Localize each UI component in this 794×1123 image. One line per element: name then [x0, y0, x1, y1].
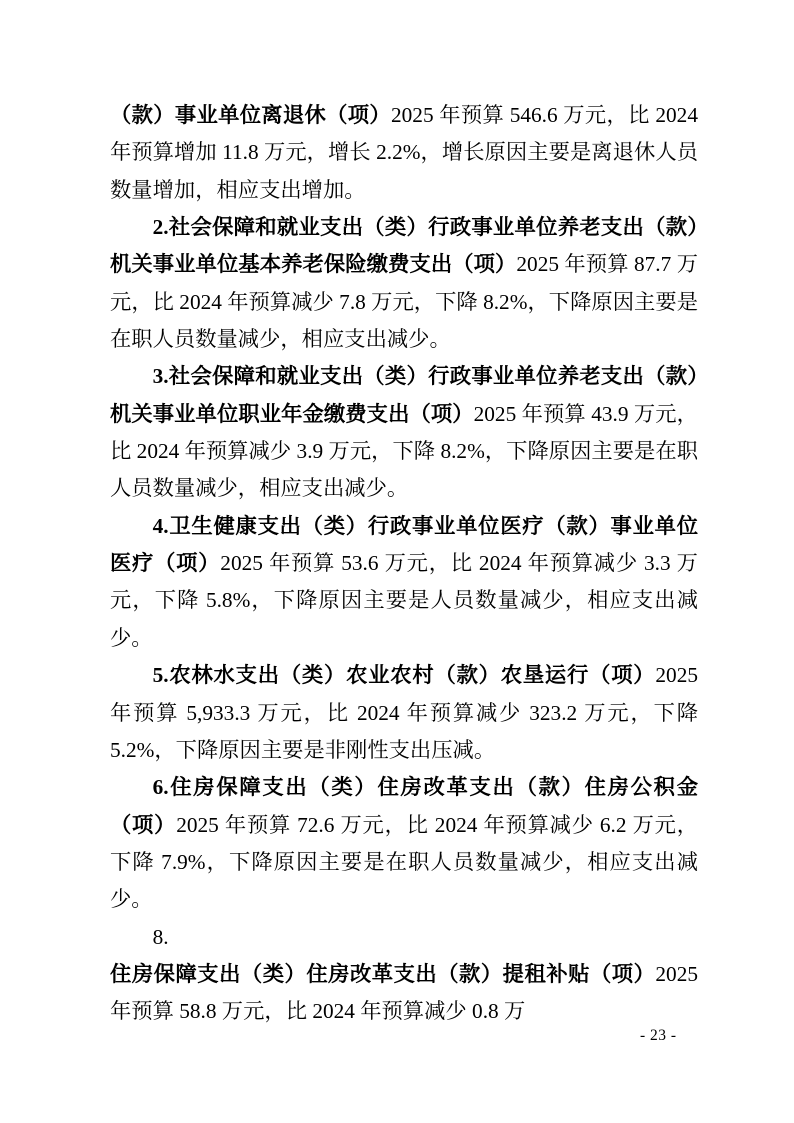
paragraph [110, 657, 698, 769]
budget-item-text: 2025 年预算 72.6 万元，比 2024 年预算减少 6.2 万元，下降 7.9%，下降原因主要是在职人员数量减少，相应支出减少。 [110, 812, 698, 912]
budget-item-heading: 6.住房保障支出（类）住房改革支出（款）住房公积金（项） [110, 775, 698, 837]
budget-item-text: 2025 年预算 43.9 万元，比 2024 年预算减少 3.9 万元，下降 8.2%，下降原因主要是在职人员数量减少，相应支出减少。 [110, 401, 698, 501]
budget-item-text: 8. [152, 924, 169, 949]
paragraph [110, 919, 698, 1031]
paragraph [110, 508, 698, 657]
page-number: - 23 - [640, 1027, 677, 1044]
budget-item-text: 2025 年预算 87.7 万元，比 2024 年预算减少 7.8 万元，下降 8.2%，下降原因主要是在职人员数量减少，相应支出减少。 [110, 252, 698, 352]
budget-item-heading: 2.社会保障和就业支出（类）行政事业单位养老支出（款）机关事业单位基本养老保险缴费支出（项） [110, 215, 698, 277]
budget-item-heading: 4.卫生健康支出（类）行政事业单位医疗（款）事业单位医疗（项） [110, 513, 698, 576]
paragraph [110, 769, 698, 918]
budget-item-text: 2025 年预算 5,933.3 万元，比 2024 年预算减少 323.2 万元，下降 5.2%，下降原因主要是非刚性支出压减。 [110, 663, 698, 762]
budget-item-heading: （款）事业单位离退休（项） [110, 103, 391, 127]
budget-item-text: 2025 年预算 546.6 万元，比 2024 年预算增加 11.8 万元，增长 2.2%，增长原因主要是离退休人员数量增加，相应支出增加。 [110, 103, 698, 202]
budget-item-heading: 3.社会保障和就业支出（类）行政事业单位养老支出（款）机关事业单位职业年金缴费支出（项） [110, 364, 698, 426]
document-body [110, 97, 698, 1031]
paragraph [110, 358, 698, 507]
budget-item-text: 2025 年预算 53.6 万元，比 2024 年预算减少 3.3 万元，下降 5.8%，下降原因主要是人员数量减少，相应支出减少。 [110, 551, 698, 650]
budget-item-heading: 住房保障支出（类）住房改革支出（款）提租补贴（项） [110, 961, 656, 986]
paragraph [110, 97, 698, 209]
paragraph [110, 209, 698, 358]
budget-item-heading: 5.农林水支出（类）农业农村（款）农垦运行（项） [152, 663, 656, 688]
budget-item-text: 2025 年预算 58.8 万元，比 2024 年预算减少 0.8 万 [110, 961, 698, 1024]
